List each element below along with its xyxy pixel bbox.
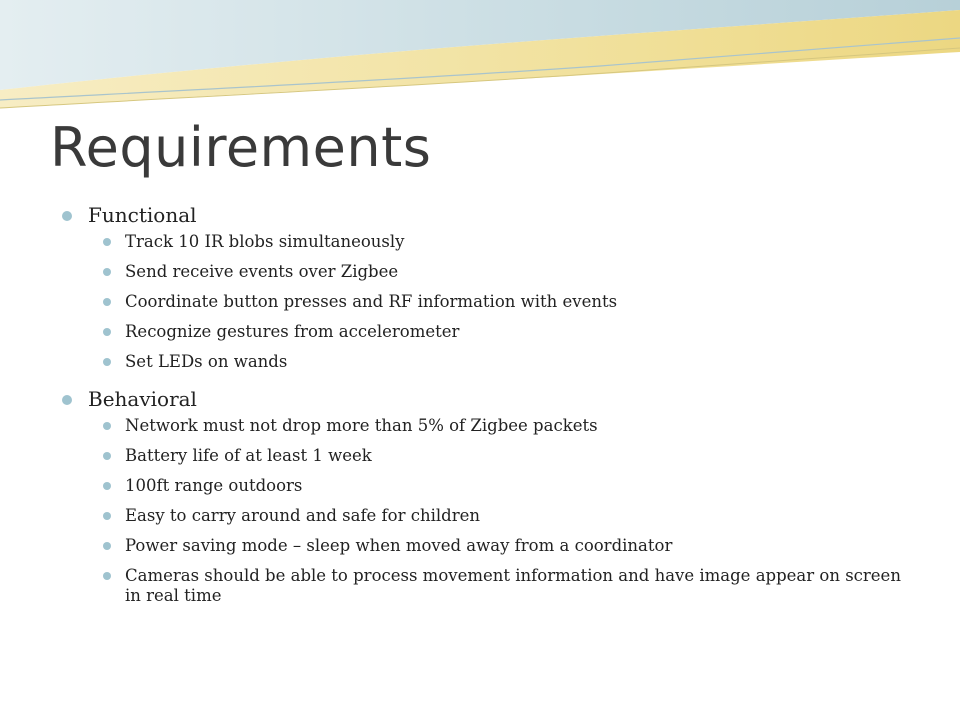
section-heading: Functional bbox=[62, 200, 922, 230]
list-item: Recognize gestures from accelerometer bbox=[99, 322, 922, 342]
list-item: Coordinate button presses and RF information with events bbox=[99, 292, 922, 312]
behavioral-list bbox=[62, 416, 922, 606]
list-item: Cameras should be able to process movement information and have image appear on screen in real time bbox=[99, 566, 922, 606]
slide-content bbox=[62, 200, 922, 618]
list-item: Send receive events over Zigbee bbox=[99, 262, 922, 282]
list-item: 100ft range outdoors bbox=[99, 476, 922, 496]
list-item: Set LEDs on wands bbox=[99, 352, 922, 372]
section-heading: Behavioral bbox=[62, 384, 922, 414]
functional-list bbox=[62, 232, 922, 372]
list-item: Battery life of at least 1 week bbox=[99, 446, 922, 466]
list-item: Network must not drop more than 5% of Zigbee packets bbox=[99, 416, 922, 436]
slide-title: Requirements bbox=[50, 116, 432, 179]
list-item: Power saving mode – sleep when moved away from a coordinator bbox=[99, 536, 922, 556]
list-item: Track 10 IR blobs simultaneously bbox=[99, 232, 922, 252]
section-behavioral bbox=[62, 384, 922, 606]
section-functional bbox=[62, 200, 922, 372]
list-item: Easy to carry around and safe for children bbox=[99, 506, 922, 526]
